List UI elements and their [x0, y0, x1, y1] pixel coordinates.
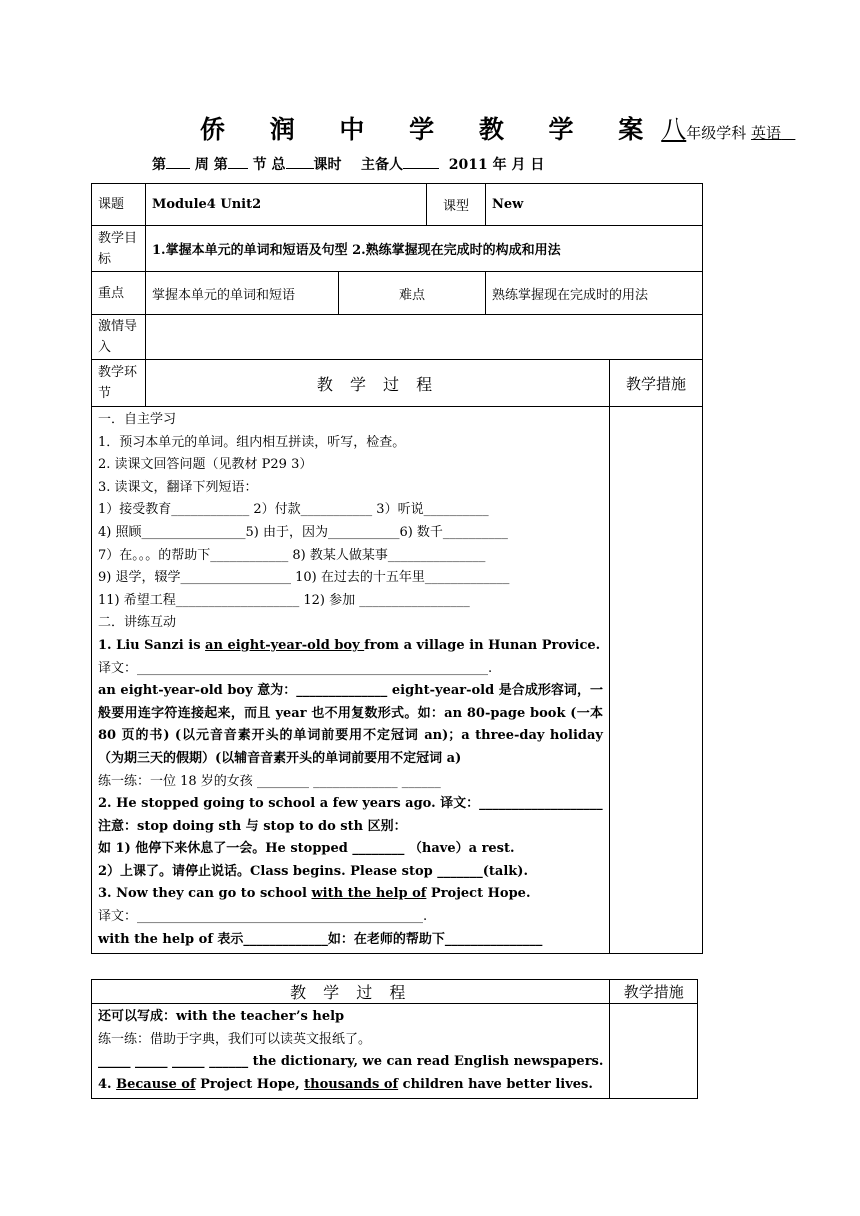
sentence-3-note: with the help of 表示_____________如：在老师的帮助下_______________ [98, 931, 543, 947]
topic-label: 课题 [92, 184, 146, 226]
document-title [200, 110, 795, 146]
process-content-2 [92, 1004, 610, 1099]
sentence-1-practice: 练一练：一位 18 岁的女孩 ________ _____________ ______ [98, 773, 441, 789]
sentence-2: 2. He stopped going to school a few years ago. 译文：___________________ [98, 796, 603, 812]
lesson-label: 课时 [313, 157, 342, 173]
week-label: 第 [152, 157, 166, 173]
grade-label: 年级学科 [686, 124, 747, 142]
content-line: _____ _____ _____ ______ the dictionary, we can read English newspapers. [98, 1054, 604, 1070]
content-line: 二．讲练互动 [98, 615, 177, 631]
content-line: 2. 读课文回答问题（见教材 P29 3） [98, 457, 313, 473]
sentence-3-translation: 译文：____________________________________________. [98, 909, 428, 925]
step-label: 教学环节 [92, 360, 146, 407]
sentence-1-translation: 译文：______________________________________________________. [98, 660, 493, 676]
grade-value: 八 [661, 115, 687, 144]
content-line: 一．自主学习 [98, 412, 177, 427]
total-label: 节 总 [252, 157, 286, 173]
content-line: 1．预习本单元的单词。组内相互拼读，听写，检查。 [98, 434, 406, 450]
sentence-1-note: an eight-year-old boy 意为：______________ eight-year-old 是合成形容词，一般要用连字符连接起来，而且 year 也不用复数形式。如：an 80-page book (一本 80 页的书) (以元音音素开头的单词前要用不定冠词 an)；a three-day holiday（为期三天的假期）(以辅音音素开头的单词前要用不定冠词 a) [98, 683, 603, 766]
content-line: 11) 希望工程___________________ 12) 参加 _________________ [98, 592, 470, 608]
sentence-1: 1. Liu Sanzi is an eight-year-old boy from a village in Hunan Provice. [98, 637, 601, 653]
intro-value [146, 315, 703, 360]
intro-label: 激情导入 [92, 315, 146, 360]
measures-header-2: 教学措施 [610, 980, 698, 1004]
sentence-2-example-1: 如 1) 他停下来休息了一会。He stopped ________ （have）a rest. [98, 841, 515, 857]
content-line: 4) 照顾________________5) 由于，因为___________6) 数千__________ [98, 524, 508, 540]
preparer-label: 主备人 [361, 157, 403, 173]
period-label: 周 第 [194, 157, 228, 173]
sentence-2-example-2: 2）上课了。请停止说话。Class begins. Please stop _______(talk). [98, 863, 528, 879]
key-value: 掌握本单元的单词和短语 [146, 272, 339, 315]
content-line: 还可以写成：with the teacher’s help [98, 1009, 345, 1024]
measures-header: 教学措施 [610, 360, 703, 407]
content-line: 9) 退学，辍学_________________ 10) 在过去的十五年里_____________ [98, 570, 510, 586]
sentence-3: 3. Now they can go to school with the help of Project Hope. [98, 886, 531, 902]
process-header-2: 教 学 过 程 [92, 980, 610, 1004]
type-value: New [486, 184, 703, 226]
date-label: 2011 年 月 日 [448, 157, 545, 173]
content-line: 1）接受教育____________ 2）付款___________ 3）听说__________ [98, 502, 489, 518]
lesson-plan-table [91, 183, 703, 954]
measures-content [610, 407, 703, 954]
subject-value: 英语 [751, 124, 782, 142]
sentence-2-note: 注意：stop doing sth 与 stop to do sth 区别： [98, 818, 407, 834]
difficult-label: 难点 [339, 272, 486, 315]
topic-value: Module4 Unit2 [146, 184, 427, 226]
sentence-4: 4. Because of Project Hope, thousands of children have better lives. [98, 1076, 593, 1092]
process-content [92, 407, 610, 954]
difficult-value: 熟练掌握现在完成时的用法 [486, 272, 703, 315]
schedule-line [152, 154, 544, 174]
goal-value: 1.掌握本单元的单词和短语及句型 2.熟练掌握现在完成时的构成和用法 [146, 226, 703, 272]
measures-content-2 [610, 1004, 698, 1099]
process-header: 教 学 过 程 [146, 360, 610, 407]
content-line: 3. 读课文，翻译下列短语： [98, 479, 258, 495]
key-label: 重点 [92, 272, 146, 315]
content-line: 练一练：借助于字典，我们可以读英文报纸了。 [98, 1031, 372, 1047]
goal-label: 教学目标 [92, 226, 146, 272]
content-line: 7）在。。。的帮助下____________ 8) 教某人做某事_______________ [98, 547, 486, 563]
type-label: 课型 [427, 184, 486, 226]
school-title: 侨 润 中 学 教 学 案 [200, 115, 662, 144]
lesson-plan-table-continued [91, 979, 698, 1099]
